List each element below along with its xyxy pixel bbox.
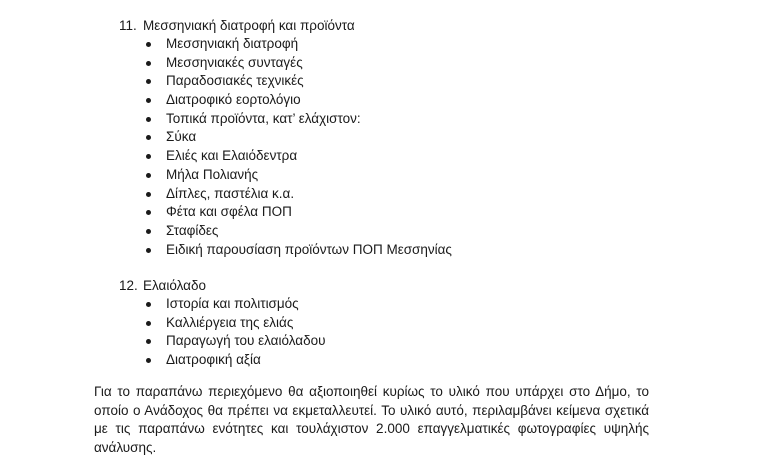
section-12-heading	[119, 277, 206, 295]
list-item: Φέτα και σφέλα ΠΟΠ	[145, 203, 452, 222]
list-item: Παραγωγή του ελαιόλαδου	[145, 332, 326, 351]
bullet-icon	[146, 210, 151, 215]
bullet-icon	[146, 358, 151, 363]
list-item: Παραδοσιακές τεχνικές	[145, 72, 452, 91]
list-item: Μεσσηνιακή διατροφή	[145, 35, 452, 54]
section-number: 11.	[119, 18, 137, 33]
section-title: Ελαιόλαδο	[143, 278, 206, 293]
bullet-icon	[146, 248, 151, 253]
bullet-icon	[146, 79, 151, 84]
bullet-icon	[146, 98, 151, 103]
section-11-list	[145, 35, 452, 259]
bullet-icon	[146, 135, 151, 140]
list-item: Καλλιέργεια της ελιάς	[145, 314, 326, 333]
bullet-icon	[146, 339, 151, 344]
bullet-icon	[146, 154, 151, 159]
body-paragraph: Για το παραπάνω περιεχόμενο θα αξιοποιηθεί κυρίως το υλικό που υπάρχει στο Δήμο, το οποίο ο Ανάδοχος θα πρέπει να εκμεταλλευτεί. Το υλικό αυτό, περιλαμβάνει κείμενα σχετικά με τις παραπάνω ενότητες και τουλάχιστον 2.000 επαγγελματικές φωτογραφίες υψηλής ανάλυσης.	[94, 384, 649, 456]
bullet-icon	[146, 321, 151, 326]
list-item: Ιστορία και πολιτισμός	[145, 295, 326, 314]
list-item: Σύκα	[145, 128, 452, 147]
bullet-icon	[146, 302, 151, 307]
bullet-icon	[146, 173, 151, 178]
section-11-heading	[119, 17, 355, 35]
list-item: Σταφίδες	[145, 222, 452, 241]
list-item: Διατροφική αξία	[145, 351, 326, 370]
section-number: 12.	[119, 278, 138, 293]
list-item: Μεσσηνιακές συνταγές	[145, 54, 452, 73]
list-item: Τοπικά προϊόντα, κατ’ ελάχιστον:	[145, 110, 452, 129]
bullet-icon	[146, 192, 151, 197]
bullet-icon	[146, 117, 151, 122]
list-item: Μήλα Πολιανής	[145, 166, 452, 185]
bullet-icon	[146, 61, 151, 66]
list-item: Δίπλες, παστέλια κ.α.	[145, 185, 452, 204]
section-title: Μεσσηνιακή διατροφή και προϊόντα	[143, 18, 355, 33]
list-item: Ελιές και Ελαιόδεντρα	[145, 147, 452, 166]
list-item: Διατροφικό εορτολόγιο	[145, 91, 452, 110]
list-item: Ειδική παρουσίαση προϊόντων ΠΟΠ Μεσσηνίας	[145, 241, 452, 260]
section-12-list	[145, 295, 326, 370]
bullet-icon	[146, 229, 151, 234]
bullet-icon	[146, 42, 151, 47]
